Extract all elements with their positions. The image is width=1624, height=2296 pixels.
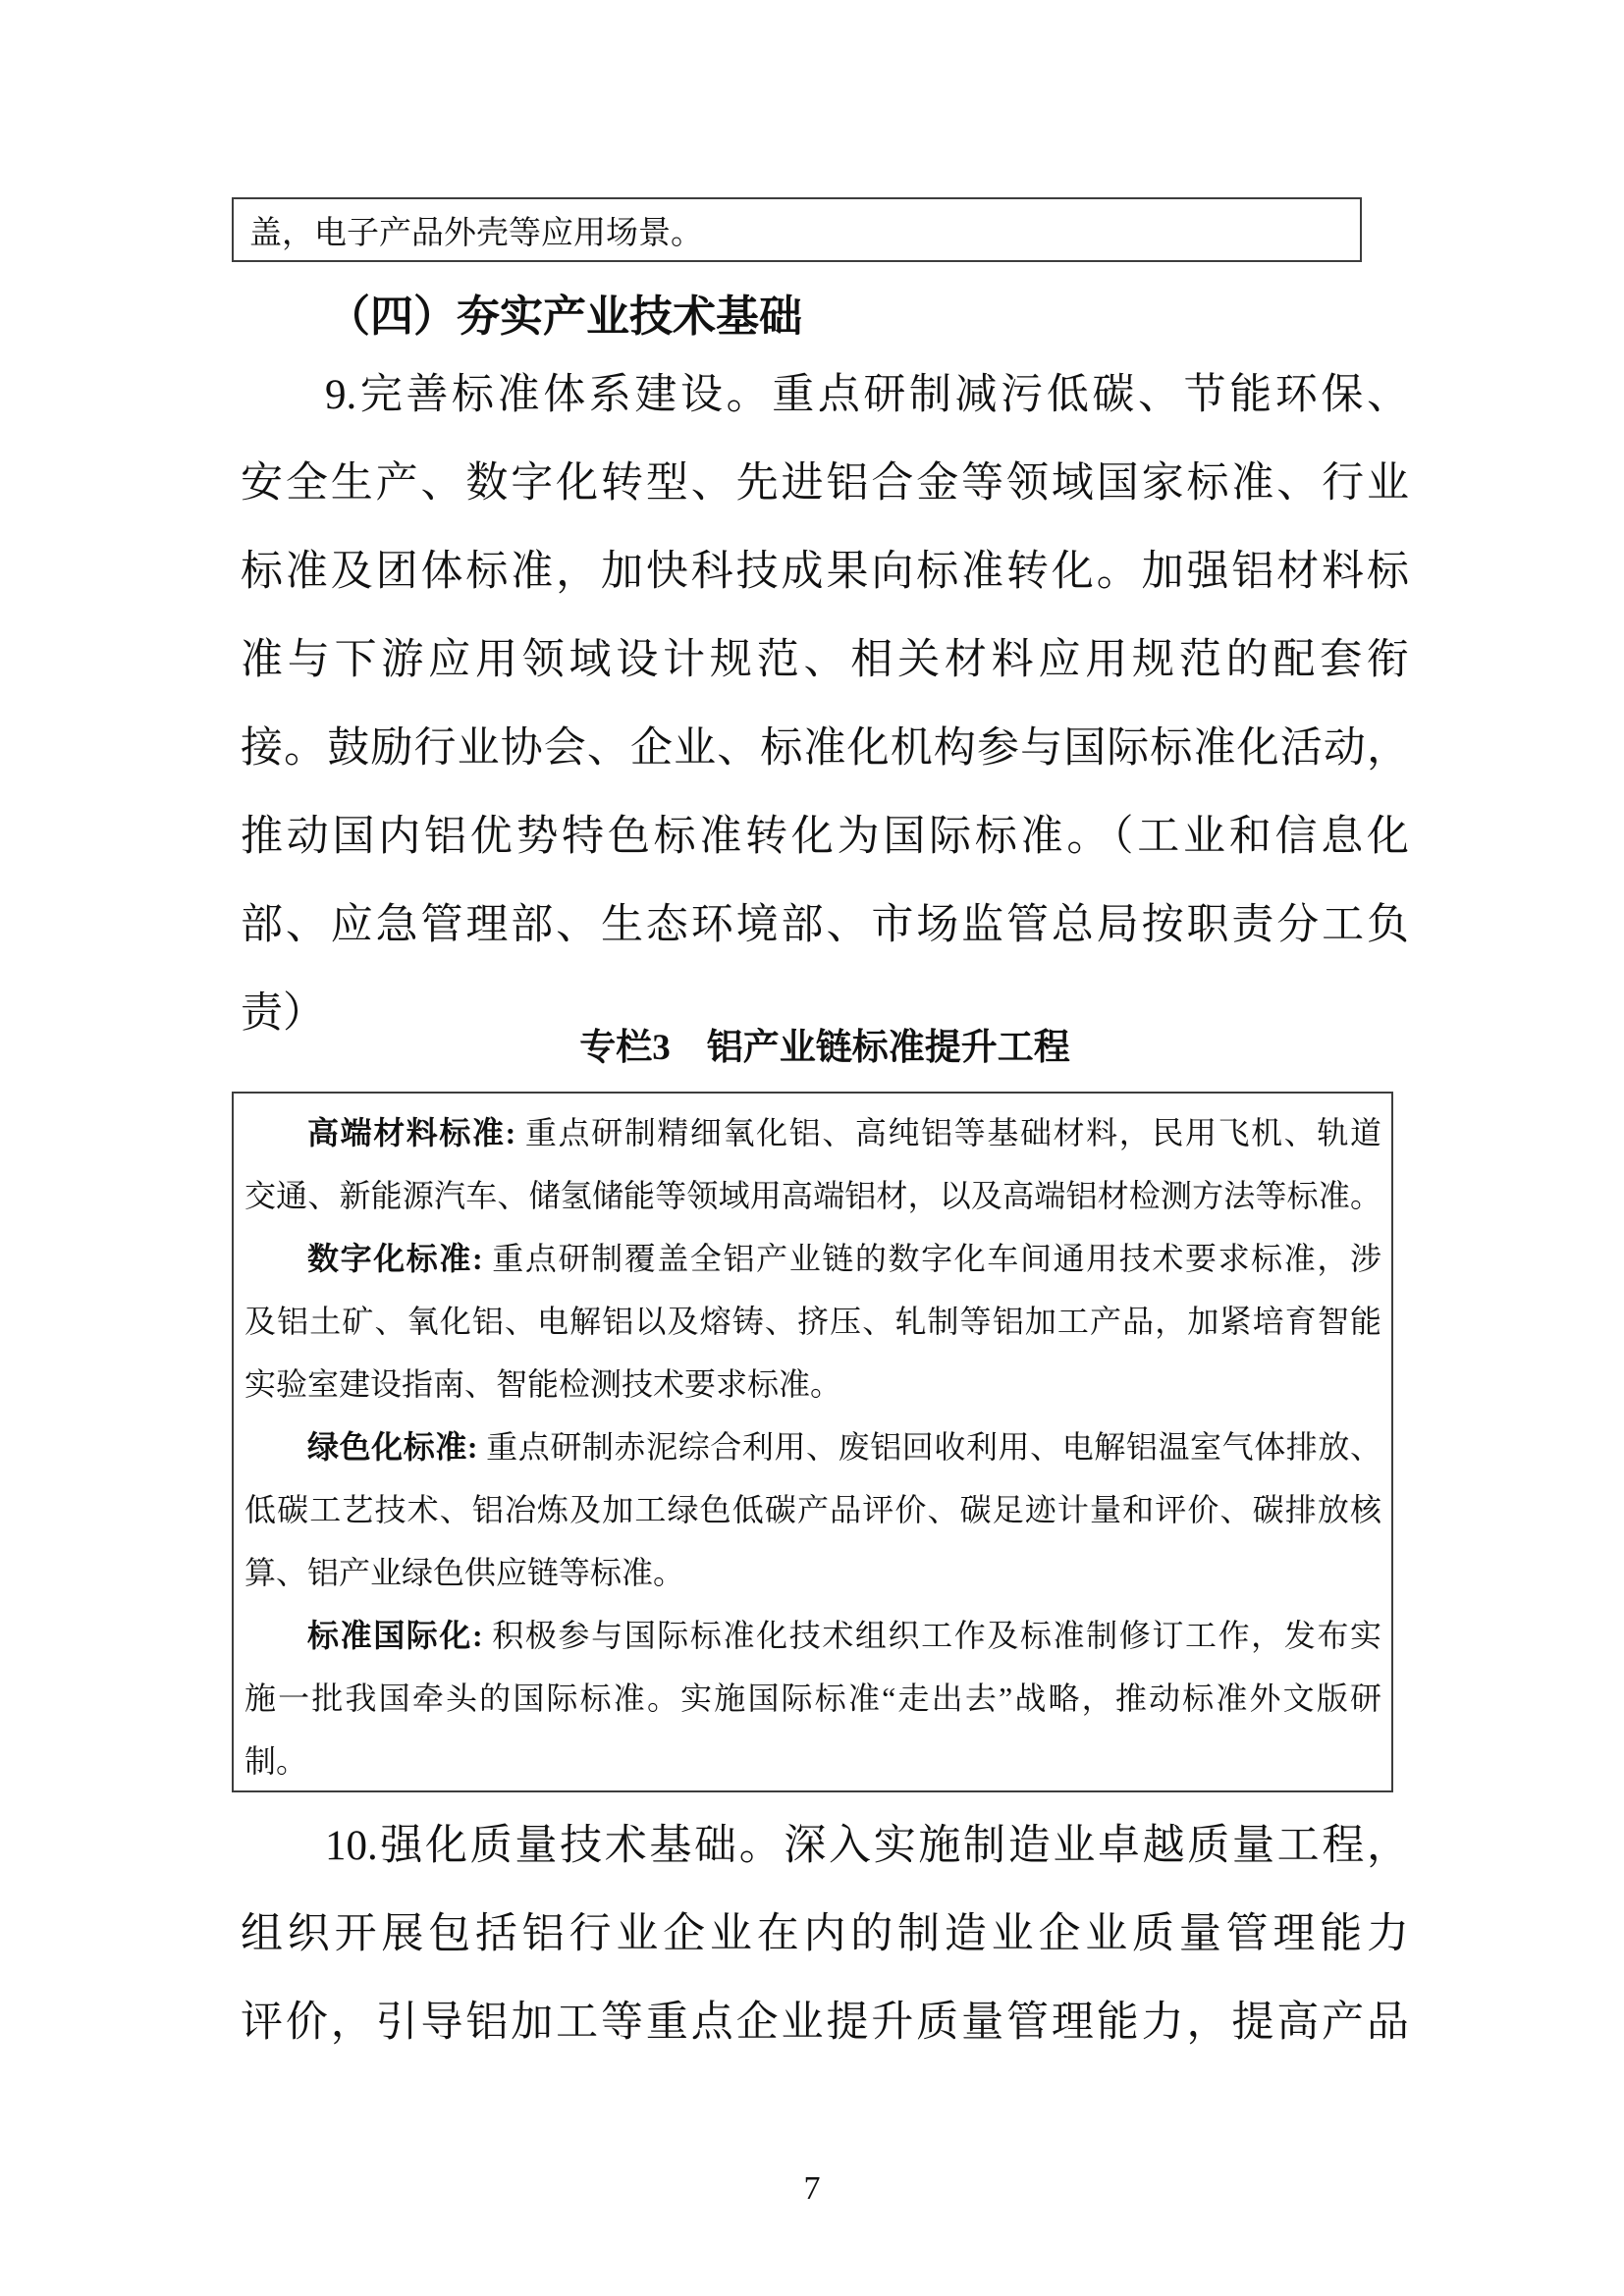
text-line: 制。 <box>244 1743 308 1779</box>
box-section-label: 绿色化标准: <box>307 1429 478 1465</box>
column-box-3 <box>232 1092 1393 1792</box>
text-line: 算、铝产业绿色供应链等标准。 <box>244 1555 685 1590</box>
column-box-title: 专栏3 铝产业链标准提升工程 <box>579 1028 1070 1068</box>
text-line <box>244 1227 1381 1290</box>
text-line: 安全生产、数字化转型、先进铝合金等领域国家标准、行业 <box>241 460 1409 507</box>
box-section-text: 重点研制覆盖全铝产业链的数字化车间通用技术要求标准，涉 <box>490 1241 1381 1276</box>
box-section-text: 积极参与国际标准化技术组织工作及标准制修订工作，发布实 <box>490 1618 1381 1653</box>
continuation-box-text: 盖，电子产品外壳等应用场景。 <box>249 215 703 251</box>
text-line <box>244 1604 1381 1667</box>
text-line: 接。鼓励行业协会、企业、标准化机构参与国际标准化活动， <box>241 725 1409 772</box>
text-line: 评价，引导铝加工等重点企业提升质量管理能力，提高产品 <box>241 2000 1409 2046</box>
text-line: 9.完善标准体系建设。重点研制减污低碳、节能环保、 <box>325 372 1409 418</box>
text-line: 组织开展包括铝行业企业在内的制造业企业质量管理能力 <box>241 1911 1409 1957</box>
text-line: 部、应急管理部、生态环境部、市场监管总局按职责分工负 <box>241 902 1409 948</box>
page-number: 7 <box>803 2170 821 2207</box>
text-line: 低碳工艺技术、铝冶炼及加工绿色低碳产品评价、碳足迹计量和评价、碳排放核 <box>244 1492 1381 1527</box>
text-line: 及铝土矿、氧化铝、电解铝以及熔铸、挤压、轧制等铝加工产品，加紧培育智能 <box>244 1304 1381 1339</box>
text-line: 实验室建设指南、智能检测技术要求标准。 <box>244 1366 842 1402</box>
continuation-box <box>232 197 1362 262</box>
paragraph-9 <box>241 351 1409 1058</box>
text-line: 标准及团体标准，加快科技成果向标准转化。加强铝材料标 <box>241 549 1409 595</box>
text-line: 施一批我国牵头的国际标准。实施国际标准“走出去”战略，推动标准外文版研 <box>244 1681 1381 1716</box>
paragraph-10 <box>241 1802 1409 2067</box>
text-line: 准与下游应用领域设计规范、相关材料应用规范的配套衔 <box>241 637 1409 683</box>
box-section-label: 标准国际化: <box>307 1618 483 1653</box>
box-section-text: 重点研制赤泥综合利用、废铝回收利用、电解铝温室气体排放、 <box>485 1429 1381 1465</box>
section-heading: （四）夯实产业技术基础 <box>327 293 802 341</box>
text-line <box>244 1415 1381 1478</box>
text-line: 推动国内铝优势特色标准转化为国际标准。（工业和信息化 <box>241 814 1409 860</box>
box-section-label: 高端材料标准: <box>307 1115 516 1150</box>
text-line: 责） <box>241 990 325 1037</box>
text-line <box>244 1101 1381 1164</box>
text-line: 10.强化质量技术基础。深入实施制造业卓越质量工程， <box>325 1823 1409 1869</box>
box-section-label: 数字化标准: <box>307 1241 483 1276</box>
text-line: 交通、新能源汽车、储氢储能等领域用高端铝材，以及高端铝材检测方法等标准。 <box>244 1178 1381 1213</box>
box-section-text: 重点研制精细氧化铝、高纯铝等基础材料，民用飞机、轨道 <box>523 1115 1381 1150</box>
